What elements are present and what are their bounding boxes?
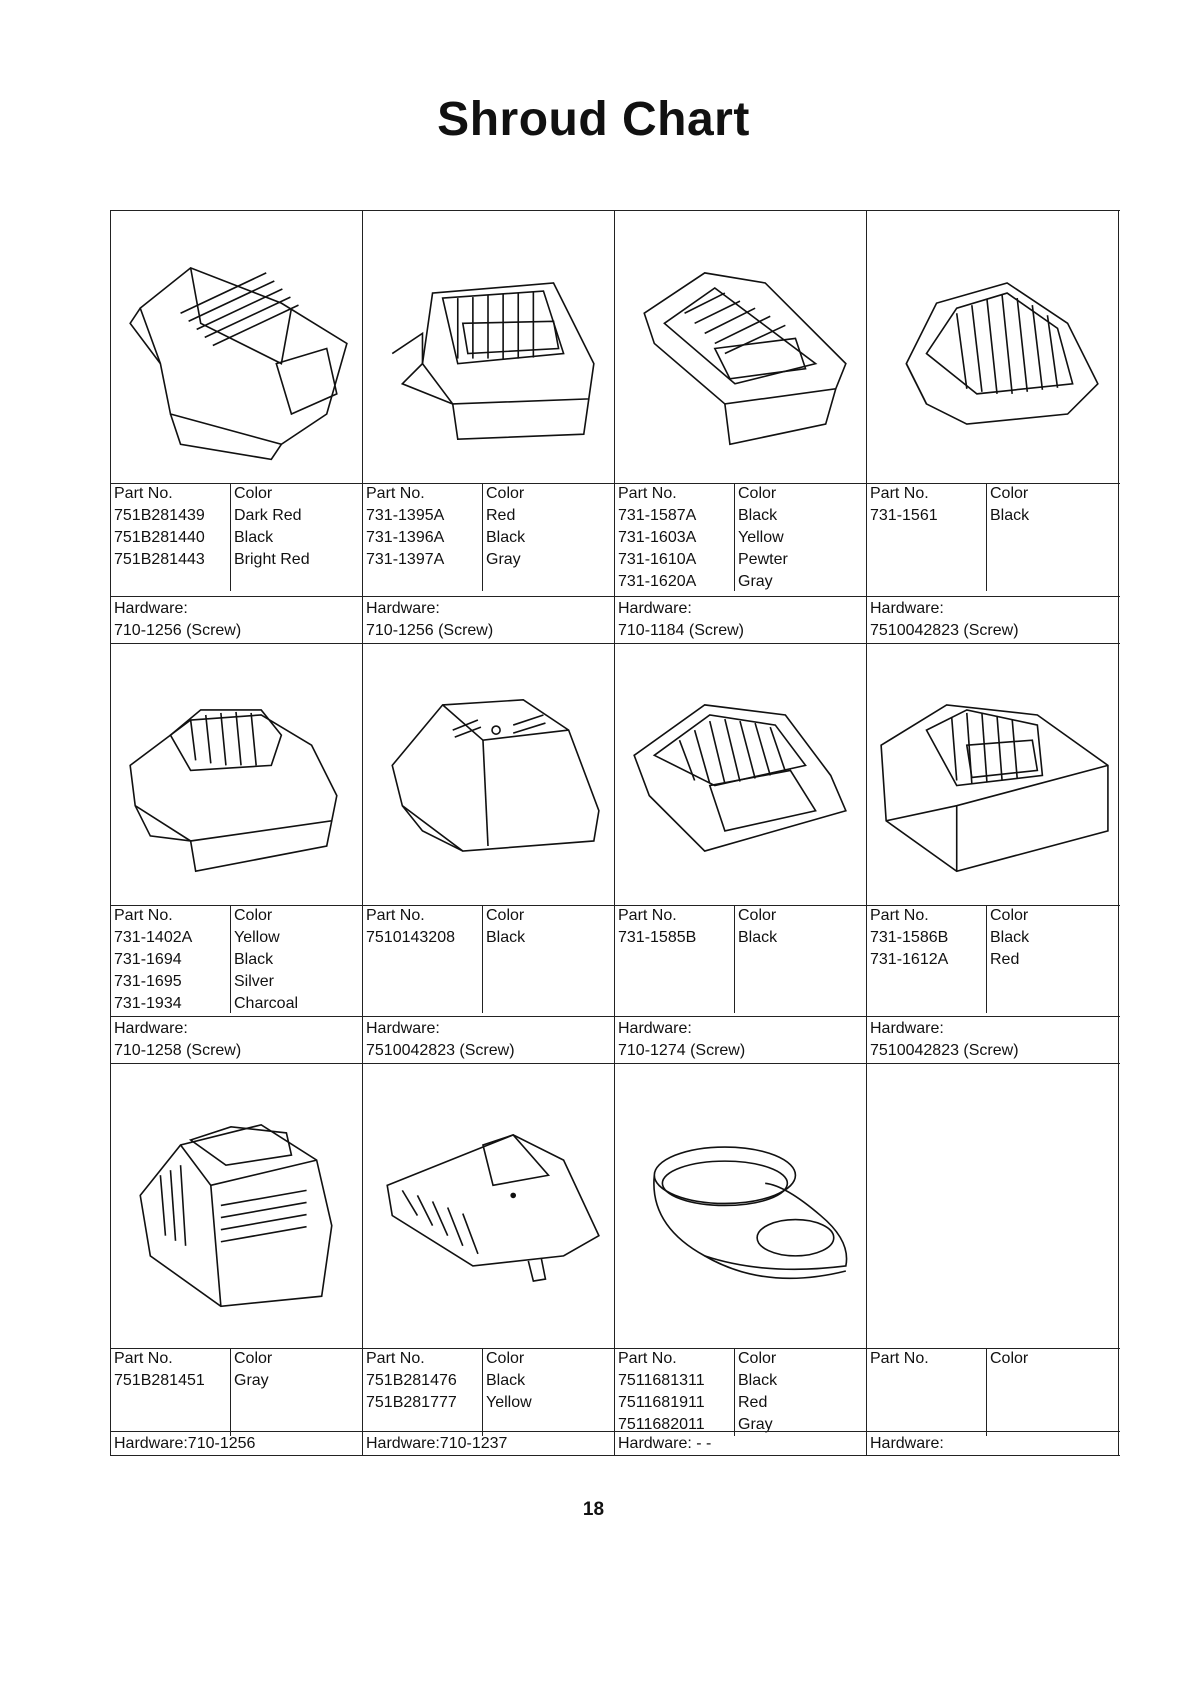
hardware-value: 710-1184 (Screw)	[618, 622, 744, 639]
part-color: Yellow	[486, 1394, 532, 1411]
shroud-illustration	[362, 1063, 614, 1353]
hardware-value: 710-1256 (Screw)	[366, 622, 494, 639]
part-number: 7511681911	[618, 1394, 705, 1411]
part-number: 731-1934	[114, 995, 182, 1012]
part-no-header: Part No.	[870, 485, 929, 502]
part-number: 731-1396A	[366, 529, 445, 546]
part-color: Silver	[234, 973, 275, 990]
column-divider	[986, 483, 987, 591]
part-number: 731-1586B	[870, 929, 949, 946]
part-number: 7510143208	[366, 929, 455, 946]
hardware-value: 7510042823 (Screw)	[870, 1042, 1019, 1059]
page-number: 18	[582, 1499, 605, 1520]
part-color: Black	[486, 529, 526, 546]
part-color: Bright Red	[234, 551, 310, 568]
table-divider	[110, 596, 1120, 597]
part-no-header: Part No.	[114, 1350, 173, 1367]
hardware-label: Hardware:	[114, 1020, 188, 1037]
shroud-illustration	[362, 643, 614, 918]
part-color: Black	[738, 1372, 778, 1389]
color-header: Color	[234, 1350, 273, 1367]
column-divider	[482, 1348, 483, 1436]
shroud-illustration	[110, 643, 362, 918]
part-color: Yellow	[738, 529, 784, 546]
part-color: Red	[738, 1394, 768, 1411]
column-divider	[734, 905, 735, 1013]
color-header: Color	[486, 907, 525, 924]
part-color: Red	[486, 507, 516, 524]
shroud-illustration	[362, 211, 614, 486]
table-divider	[110, 1455, 1120, 1456]
hardware-line: Hardware:710-1256	[114, 1435, 256, 1452]
color-header: Color	[234, 485, 273, 502]
shroud-illustration	[614, 211, 866, 486]
shroud-illustration	[110, 211, 362, 486]
part-color: Charcoal	[234, 995, 299, 1012]
table-divider	[110, 1348, 1120, 1349]
part-no-header: Part No.	[366, 485, 425, 502]
part-number: 731-1395A	[366, 507, 445, 524]
part-no-header: Part No.	[366, 907, 425, 924]
part-color: Gray	[234, 1372, 269, 1389]
part-color: Black	[234, 529, 274, 546]
column-divider	[986, 1348, 987, 1436]
hardware-label: Hardware:	[870, 600, 944, 617]
part-color: Dark Red	[234, 507, 302, 524]
table-divider	[110, 1431, 1120, 1432]
chart-row-1	[110, 211, 1120, 641]
hardware-line: Hardware:	[870, 1435, 944, 1452]
column-divider	[482, 905, 483, 1013]
table-divider	[110, 905, 1120, 906]
color-header: Color	[486, 1350, 525, 1367]
hardware-label: Hardware:	[870, 1020, 944, 1037]
part-number: 731-1610A	[618, 551, 697, 568]
hardware-label: Hardware:	[366, 600, 440, 617]
shroud-chart-grid	[110, 210, 1120, 1456]
part-number: 731-1620A	[618, 573, 697, 590]
part-no-header: Part No.	[114, 485, 173, 502]
hardware-label: Hardware:	[114, 600, 188, 617]
part-number: 731-1587A	[618, 507, 697, 524]
part-number: 751B281439	[114, 507, 205, 524]
hardware-value: 7510042823 (Screw)	[366, 1042, 515, 1059]
shroud-illustration	[866, 643, 1118, 918]
page-title: Shroud Chart	[437, 93, 750, 146]
part-color: Black	[486, 1372, 526, 1389]
hardware-label: Hardware:	[366, 1020, 440, 1037]
part-color: Gray	[486, 551, 521, 568]
column-divider	[482, 483, 483, 591]
part-no-header: Part No.	[114, 907, 173, 924]
color-header: Color	[990, 1350, 1029, 1367]
part-number: 731-1612A	[870, 951, 949, 968]
part-color: Pewter	[738, 551, 788, 568]
part-color: Red	[990, 951, 1020, 968]
column-divider	[986, 905, 987, 1013]
column-divider	[734, 1348, 735, 1436]
chart-row-2	[110, 643, 1120, 1063]
part-no-header: Part No.	[366, 1350, 425, 1367]
part-no-header: Part No.	[618, 907, 677, 924]
shroud-illustration	[110, 1063, 362, 1353]
chart-row-3	[110, 1063, 1120, 1456]
color-header: Color	[234, 907, 273, 924]
part-number: 731-1695	[114, 973, 182, 990]
part-color: Black	[990, 507, 1030, 524]
hardware-label: Hardware:	[618, 1020, 692, 1037]
hardware-value: 7510042823 (Screw)	[870, 622, 1019, 639]
part-color: Yellow	[234, 929, 280, 946]
part-number: 731-1402A	[114, 929, 193, 946]
color-header: Color	[990, 907, 1029, 924]
color-header: Color	[738, 907, 777, 924]
column-divider	[734, 483, 735, 591]
color-header: Color	[738, 485, 777, 502]
part-number: 751B281476	[366, 1372, 457, 1389]
column-divider	[230, 1348, 231, 1436]
table-divider	[110, 1016, 1120, 1017]
part-number: 731-1603A	[618, 529, 697, 546]
part-number: 751B281451	[114, 1372, 205, 1389]
part-number: 751B281443	[114, 551, 205, 568]
part-no-header: Part No.	[618, 485, 677, 502]
part-number: 731-1397A	[366, 551, 445, 568]
shroud-illustration	[614, 1063, 866, 1353]
part-color: Black	[234, 951, 274, 968]
part-color: Gray	[738, 573, 773, 590]
part-no-header: Part No.	[870, 1350, 929, 1367]
part-number: 751B281440	[114, 529, 205, 546]
table-divider	[110, 483, 1120, 484]
column-divider	[230, 905, 231, 1013]
shroud-illustration	[614, 643, 866, 918]
color-header: Color	[990, 485, 1029, 502]
hardware-label: Hardware:	[618, 600, 692, 617]
part-no-header: Part No.	[618, 1350, 677, 1367]
hardware-value: 710-1274 (Screw)	[618, 1042, 746, 1059]
hardware-value: 710-1258 (Screw)	[114, 1042, 242, 1059]
color-header: Color	[486, 485, 525, 502]
part-number: 751B281777	[366, 1394, 457, 1411]
part-number: 7511682011	[618, 1416, 705, 1433]
part-color: Black	[738, 507, 778, 524]
part-number: 731-1585B	[618, 929, 697, 946]
part-color: Black	[486, 929, 526, 946]
color-header: Color	[738, 1350, 777, 1367]
part-color: Black	[990, 929, 1030, 946]
part-color: Black	[738, 929, 778, 946]
part-number: 731-1561	[870, 507, 938, 524]
shroud-illustration	[866, 211, 1118, 486]
part-number: 7511681311	[618, 1372, 705, 1389]
part-no-header: Part No.	[870, 907, 929, 924]
part-number: 731-1694	[114, 951, 182, 968]
part-color: Gray	[738, 1416, 773, 1433]
hardware-line: Hardware: - -	[618, 1435, 712, 1452]
hardware-value: 710-1256 (Screw)	[114, 622, 242, 639]
hardware-line: Hardware:710-1237	[366, 1435, 508, 1452]
column-divider	[230, 483, 231, 591]
